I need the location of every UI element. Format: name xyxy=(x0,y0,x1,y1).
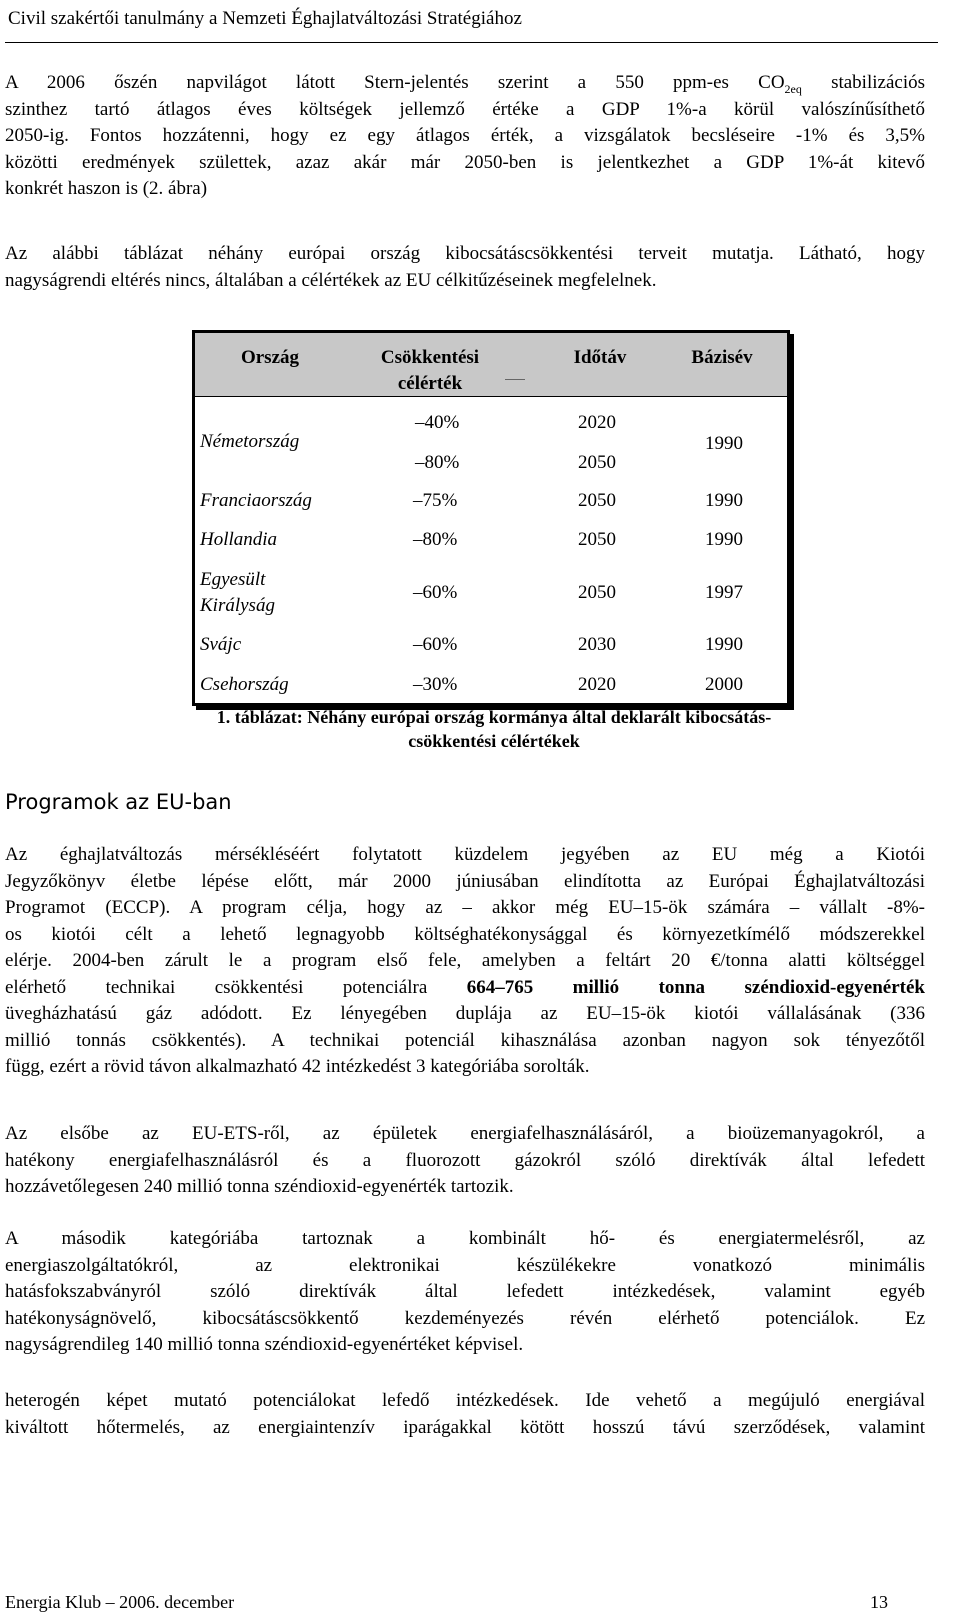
section-title: Programok az EU-ban xyxy=(5,790,232,814)
column-header-target-1: Csökkentési xyxy=(380,347,480,368)
table-cell-target: –75% xyxy=(413,490,458,511)
text-line: Jegyzőkönyv életbe lépése előtt, már 2000 júniusában elindította az Európai Éghajlatváltozási xyxy=(5,870,925,892)
text-line: Az éghajlatváltozás mérsékléséért folytatott küzdelem jegyében az EU még a Kiotói xyxy=(5,844,925,865)
text-line: A második kategóriába tartoznak a kombinált hő- és energiatermelésről, az xyxy=(5,1228,925,1249)
table-cell-year: 2030 xyxy=(578,634,616,655)
table-cell-base: 1997 xyxy=(705,582,743,603)
table-cell-base: 1990 xyxy=(705,490,743,511)
table-cell-year: 2020 xyxy=(578,412,616,433)
table-cell-target: –60% xyxy=(413,634,458,655)
table-cell-target: –80% xyxy=(415,452,460,473)
text-line: szinthez tartó átlagos éves költségek jellemző értéke a GDP 1%-a körül valószínűsíthető xyxy=(5,98,925,120)
running-header: Civil szakértői tanulmány a Nemzeti Éghajlatváltozási Stratégiához xyxy=(8,8,522,29)
highlighted-figure: 664–765 millió tonna széndioxid-egyenérték xyxy=(466,976,925,998)
text-line: hatásfokszabványról szóló direktívák által lefedett intézkedések, valamint egyéb xyxy=(5,1281,925,1302)
text-line: konkrét haszon is (2. ábra) xyxy=(5,178,208,199)
table-cell-target: –60% xyxy=(413,582,458,603)
table-row-country: Egyesült xyxy=(200,569,266,590)
text-line: os kiotói célt a lehető legnagyobb költséghatékonysággal és környezetkímélő módszerekkel xyxy=(5,923,925,945)
text-line: A 2006 őszén napvilágot látott Stern-jelentés szerint a 550 ppm-es $CO_{2eq}$ stabilizációs xyxy=(5,72,925,96)
footer-publisher: Energia Klub – 2006. december xyxy=(5,1592,235,1612)
table-cell-base: 1990 xyxy=(705,433,743,454)
intro-paragraph-1 xyxy=(5,70,925,203)
text-line: közötti eredmények születtek, azaz akár már 2050-ben is jelentkezhet a GDP 1%-át kitevő xyxy=(5,151,925,173)
body-paragraph-4 xyxy=(5,1388,925,1441)
table-cell-year: 2050 xyxy=(578,529,616,550)
table-cell-target: –40% xyxy=(415,412,460,433)
emission-targets-table xyxy=(192,330,790,706)
text-line: Programot (ECCP). A program célja, hogy az – akkor még EU–15-ök számára – vállalt -8%- xyxy=(5,897,925,918)
table-cell-year: 2050 xyxy=(578,452,616,473)
text-line: elérhető technikai csökkentési potenciálra 664–765 millió tonna széndioxid-egyenérték xyxy=(5,976,925,998)
text-line: kiváltott hőtermelés, az energiaintenzív iparágakkal kötött hosszú távú szerződések, valamint xyxy=(5,1416,925,1438)
text-line: elérje. 2004-ben zárult le a program első fele, amelyben a feltárt 20 €/tonna alatti költséggel xyxy=(5,950,925,971)
table-caption: 1. táblázat: Néhány európai ország kormánya által deklarált kibocsátás- csökkentési célértékek xyxy=(216,707,772,751)
page-number: 13 xyxy=(870,1592,888,1612)
column-header-country: Ország xyxy=(240,347,300,368)
text-line: heterogén képet mutató potenciálokat lefedő intézkedések. Ide vehető a megújuló energiával xyxy=(5,1390,925,1411)
table-row-country: Németország xyxy=(200,431,300,452)
table-row-country: Királyság xyxy=(200,595,275,616)
table-row-country: Csehország xyxy=(200,674,289,695)
text-line: hozzávetőlegesen 240 millió tonna széndioxid-egyenérték tartozik. xyxy=(5,1176,514,1197)
column-header-target-2: célérték xyxy=(397,373,463,394)
table-cell-target: –30% xyxy=(413,674,458,695)
table-header-row xyxy=(195,333,787,397)
table-cell-base: 1990 xyxy=(705,529,743,550)
text-line: 2050-ig. Fontos hozzátenni, hogy ez egy átlagos érték, a vizsgálatok becsléseire -1% és 3,5% xyxy=(5,125,925,146)
text-line: Az alábbi táblázat néhány európai ország kibocsátáscsökkentési terveit mutatja. Látható, hogy xyxy=(5,243,925,264)
body-paragraph-2 xyxy=(5,1121,925,1201)
table-row-country: Franciaország xyxy=(200,490,312,511)
text-line: üvegházhatású gáz adódott. Ez lényegében duplája az EU–15-ök kiotói vállalásának (336 xyxy=(5,1003,925,1024)
text-line: millió tonnás csökkentés). A technikai potenciál kihasználása azonban nagyon sok tényezőtől xyxy=(5,1029,925,1051)
table-cell-year: 2050 xyxy=(578,582,616,603)
body-paragraph-1 xyxy=(5,842,925,1081)
text-line: hatékonyságnövelő, kibocsátáscsökkentő kezdeményezés révén elérhető potenciálok. Ez xyxy=(5,1307,925,1329)
text-line: hatékony energiafelhasználásról és a fluorozott gázokról szóló direktívák által lefedett xyxy=(5,1149,925,1171)
intro-paragraph-2 xyxy=(5,241,925,294)
table-row-country: Svájc xyxy=(200,634,242,655)
text-line: nagyságrendi eltérés nincs, általában a célértékek az EU célkitűzéseinek megfelelnek. xyxy=(5,269,657,291)
table-cell-year: 2020 xyxy=(578,674,616,695)
header-separator xyxy=(505,379,525,380)
table-cell-base: 1990 xyxy=(705,634,743,655)
table-row-country: Hollandia xyxy=(200,529,278,550)
table-cell-year: 2050 xyxy=(578,490,616,511)
table-cell-base: 2000 xyxy=(705,674,743,695)
text-line: energiaszolgáltatókról, az elektronikai készülékekre vonatkozó minimális xyxy=(5,1254,925,1276)
column-header-base-year: Bázisév xyxy=(691,347,753,368)
table-cell-target: –80% xyxy=(413,529,458,550)
text-line: függ, ezért a rövid távon alkalmazható 42 intézkedést 3 kategóriába sorolták. xyxy=(5,1056,590,1077)
body-paragraph-3 xyxy=(5,1226,925,1359)
header-rule xyxy=(5,42,938,43)
text-line: nagyságrendileg 140 millió tonna széndioxid-egyenértéket képvisel. xyxy=(5,1334,524,1355)
column-header-horizon: Időtáv xyxy=(573,347,627,368)
text-line: Az elsőbe az EU-ETS-ről, az épületek energiafelhasználásáról, a bioüzemanyagokról, a xyxy=(5,1123,925,1144)
